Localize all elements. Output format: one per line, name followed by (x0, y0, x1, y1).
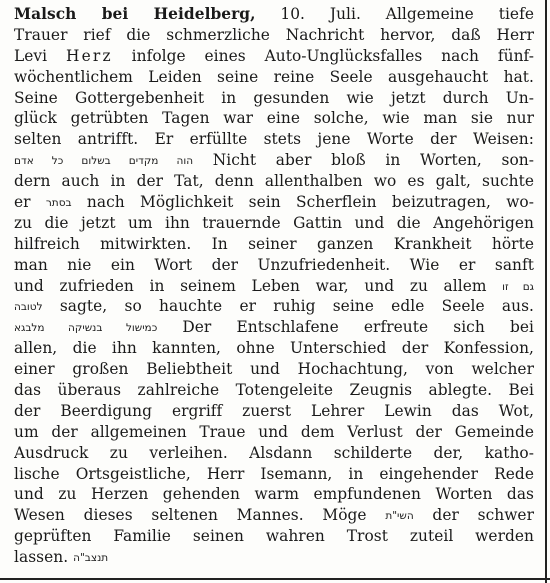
article-text: lische Ortsgeistliche, Herr Isemann, in eingehender Rede (14, 464, 534, 483)
hebrew-phrase: גם זו (502, 280, 534, 293)
article-line (14, 380, 534, 401)
article-line (14, 401, 534, 422)
article-line (14, 464, 534, 485)
article-text: selten antrifft. Er erfüllte stets jene Worte der Weisen: (14, 130, 534, 149)
article-line (14, 192, 534, 213)
article-text: lassen. (14, 548, 74, 567)
article-line (14, 67, 534, 88)
article-body (14, 4, 534, 568)
article-text: sagte, so hauchte er ruhig seine edle Seele aus. (42, 297, 534, 316)
column-rule-bottom (0, 578, 550, 580)
article-text: dern auch in der Tat, denn allenthalben wo es galt, suchte (14, 172, 534, 191)
article-text: Der Entschlafene erfreute sich bei (157, 318, 534, 337)
article-line (14, 296, 534, 317)
article-text: geprüften Familie seinen wahren Trost zuteil werden (14, 527, 534, 546)
article-text: Trauer rief die schmerzliche Nachricht hervor, daß Herr (14, 25, 534, 44)
column-rule-right (545, 0, 547, 583)
article-text: Seine Gottergebenheit in gesunden wie jetzt durch Un- (14, 88, 534, 107)
article-line (14, 422, 534, 443)
article-line (14, 526, 534, 547)
article-text: zu die jetzt um ihn trauernde Gattin und die Angehörigen (14, 213, 534, 232)
article-line (14, 129, 534, 150)
article-text: Wesen dieses seltenen Mannes. Möge (14, 506, 386, 525)
hebrew-phrase: כמישול בנשיקה מלבגא (14, 322, 158, 335)
hebrew-phrase: בסתר (45, 197, 72, 210)
article-line (14, 234, 534, 255)
article-line (14, 150, 534, 171)
hebrew-phrase: תנצב"ה (73, 552, 109, 565)
article-line (14, 547, 534, 568)
article-text: und zu Herzen gehenden warm empfundenen Worten das (14, 485, 534, 504)
article-line (14, 213, 534, 234)
article-text: das überaus zahlreiche Totengeleite Zeugnis ablegte. Bei (14, 381, 534, 400)
article-text: nach Möglichkeit sein Scherflein beizutragen, wo- (71, 193, 534, 212)
article-text: einer großen Beliebtheit und Hochachtung, von welcher (14, 360, 534, 379)
article-text: er (14, 193, 46, 212)
article-line (14, 4, 534, 25)
article-text: und zufrieden in seinem Leben war, und zu allem (14, 276, 503, 295)
article-text: allen, die ihn kannten, ohne Unterschied der Konfession, (14, 339, 534, 358)
article-line (14, 46, 534, 67)
article-line (14, 317, 534, 338)
article-text: glück getrübten Tagen war eine solche, wie man sie nur (14, 109, 534, 128)
article-line (14, 108, 534, 129)
article-line (14, 338, 534, 359)
article-text: um der allgemeinen Traue und dem Verlust der Gemeinde (14, 422, 534, 441)
article-text: hilfreich mitwirkten. In seiner ganzen Krankheit hörte (14, 234, 534, 253)
article-text: wöchentlichem Leiden seine reine Seele ausgehaucht hat. (14, 67, 534, 86)
hebrew-phrase: השי"ת (385, 510, 414, 523)
article-line (14, 276, 534, 297)
article-text: der Beerdigung ergriff zuerst Lehrer Lewin das Wot, (14, 401, 534, 420)
article-line (14, 25, 534, 46)
dateline: Malsch bei Heidelberg, (14, 5, 256, 23)
article-line (14, 505, 534, 526)
person-name: Herz (66, 46, 113, 65)
article-text: infolge eines Auto-Unglücksfalles nach fünf- (112, 46, 534, 65)
hebrew-phrase: לטובה (14, 301, 43, 314)
article-text: man nie ein Wort der Unzufriedenheit. Wie er sanft (14, 255, 534, 274)
article-line (14, 443, 534, 464)
article-line (14, 171, 534, 192)
article-line (14, 255, 534, 276)
hebrew-phrase: הוה מקדים בשלום כל אדם (14, 155, 194, 168)
article-text: Nicht aber bloß in Worten, son- (193, 151, 534, 170)
article-line (14, 88, 534, 109)
article-line (14, 359, 534, 380)
article-text: der schwer (413, 506, 534, 525)
article-text: Ausdruck zu verleihen. Alsdann schilderte der, katho- (14, 443, 534, 462)
article-text: 10. Juli. Allgemeine tiefe (255, 5, 534, 23)
article-line (14, 484, 534, 505)
article-text: Levi (14, 46, 66, 65)
